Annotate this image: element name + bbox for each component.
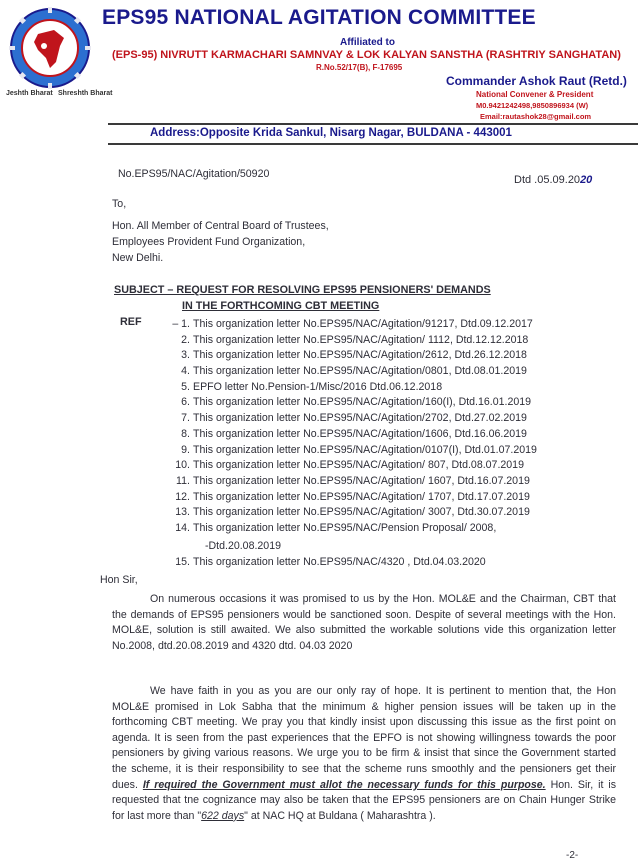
paragraph-1 xyxy=(112,592,616,654)
logo-caption-left: Jeshth Bharat xyxy=(6,90,53,97)
reference-number: 11. xyxy=(176,474,190,487)
reference-item xyxy=(170,380,537,396)
reference-item xyxy=(170,427,537,443)
reference-text: This organization letter No.EPS95/NAC/Agitation/160(I), Dtd.16.01.2019 xyxy=(193,396,532,409)
reference-item xyxy=(170,505,537,521)
reference-number: 5. xyxy=(181,380,190,393)
reference-number: 4. xyxy=(181,365,190,378)
paragraph-2-text-b: Hon. Sir, it is requested that tne cognizance may also be taken that the EPS95 pensioners are on Chain Hunger Strike for last more than " xyxy=(112,778,616,822)
subject-line-1: SUBJECT – REQUEST FOR RESOLVING EPS95 PENSIONERS' DEMANDS xyxy=(114,284,491,296)
reference-number: 6. xyxy=(181,396,190,409)
header-divider-top xyxy=(108,123,638,125)
reference-item xyxy=(170,490,537,506)
header-divider-bottom xyxy=(108,143,638,145)
date-year-handwritten: 20 xyxy=(580,174,593,186)
addressee-line-1: Hon. All Member of Central Board of Trustees, xyxy=(112,220,329,232)
reference-text: EPFO letter No.Pension-1/Misc/2016 Dtd.06.12.2018 xyxy=(193,380,443,393)
reference-item xyxy=(170,411,537,427)
reference-text: This organization letter No.EPS95/NAC/Agitation/91217, Dtd.09.12.2017 xyxy=(193,318,533,330)
reference-item xyxy=(170,443,537,459)
reference-number: 13. xyxy=(175,506,190,519)
reference-item xyxy=(170,348,537,364)
parent-organization: (EPS-95) NIVRUTT KARMACHARI SAMNVAY & LOK KALYAN SANSTHA (RASHTRIY SANGHATAN) xyxy=(112,49,621,61)
reference-text: This organization letter No.EPS95/NAC/Agitation/ 3007, Dtd.30.07.2019 xyxy=(193,506,530,519)
reference-14-date: -Dtd.20.08.2019 xyxy=(205,540,281,552)
reference-item xyxy=(170,317,537,333)
paragraph-2-text-c: " at NAC HQ at Buldana ( Maharashtra ). xyxy=(244,809,436,822)
title-committee: NATIONAL AGITATION COMMITTEE xyxy=(174,6,536,29)
paragraph-2 xyxy=(112,684,616,824)
reference-number: 12. xyxy=(175,490,190,503)
reference-item-15 xyxy=(170,556,486,568)
registration-number: R.No.52/17(B), F-17695 xyxy=(316,63,403,72)
affiliated-to: Affiliated to xyxy=(340,37,395,48)
title-eps95: EPS95 xyxy=(102,6,169,29)
reference-number: 15. xyxy=(175,556,190,568)
reference-number: 9. xyxy=(181,443,190,456)
hunger-strike-days: 622 days xyxy=(201,809,245,822)
paragraph-2-text-a: We have faith in you as you are our only ray of hope. It is pertinent to mention that, the Hon MOL&E promised in Lok Sabha that the minimum & higher pension issues will be taken up in the forthcoming CBT meeting. We pray you that kindly insist upon discussing this issue as the first point on agenda. It is seen from the past experiences that the EPFO is not showing willingness towards the poor pensioners by giving various reasons. We urge you to be firm & insist that since the Government started the scheme, it is their responsibility to see that the scheme runs smoothly and the pensioners get their dues. xyxy=(112,685,616,791)
organization-logo xyxy=(8,6,92,90)
reference-number: 3. xyxy=(181,349,190,362)
reference-text: This organization letter No.EPS95/NAC/Agitation/0107(I), Dtd.01.07.2019 xyxy=(193,443,537,456)
reference-text: This organization letter No.EPS95/NAC/Agitation/ 1707, Dtd.17.07.2019 xyxy=(193,490,530,503)
reference-text: This organization letter No.EPS95/NAC/Agitation/ 1112, Dtd.12.12.2018 xyxy=(193,333,529,346)
logo-caption-right: Shreshth Bharat xyxy=(58,90,113,97)
reference-text: This organization letter No.EPS95/NAC/Pension Proposal/ 2008, xyxy=(193,521,497,534)
reference-text: This organization letter No.EPS95/NAC/Agitation/0801, Dtd.08.01.2019 xyxy=(193,365,527,378)
commander-name: Commander Ashok Raut (Retd.) xyxy=(446,74,627,88)
organization-title xyxy=(102,6,536,30)
reference-number: 2. xyxy=(181,333,190,346)
reference-item xyxy=(170,474,537,490)
reference-number: 14. xyxy=(175,521,190,534)
addressee-line-3: New Delhi. xyxy=(112,252,164,264)
email-address: Email:rautashok28@gmail.com xyxy=(480,112,592,121)
reference-list xyxy=(170,317,537,537)
paragraph-1-text: On numerous occasions it was promised to us by the Hon. MOL&E and the Chairman, CBT that the demands of EPS95 pensioners would be sanctioned soon. Despite of several meetings with the Hon. MOL&E, solution is still awaited. We also submitted the workable solutions vide this organization letter No.2008, dtd.20.08.2019 and 4320 dtd. 04.03 2020 xyxy=(112,593,616,652)
designation: National Convener & President xyxy=(476,90,594,99)
reference-text: This organization letter No.EPS95/NAC/Agitation/2702, Dtd.27.02.2019 xyxy=(193,412,527,425)
reference-item xyxy=(170,395,537,411)
reference-item xyxy=(170,458,537,474)
reference-item xyxy=(170,521,537,537)
reference-text: This organization letter No.EPS95/NAC/Agitation/ 1607, Dtd.16.07.2019 xyxy=(193,474,530,487)
reference-number: 10. xyxy=(175,459,190,472)
subject-line-2: IN THE FORTHCOMING CBT MEETING xyxy=(182,300,380,312)
page-number: -2- xyxy=(566,850,579,861)
letter-date xyxy=(514,174,592,186)
addressee-line-2: Employees Provident Fund Organization, xyxy=(112,236,306,248)
reference-text: This organization letter No.EPS95/NAC/Agitation/ 807, Dtd.08.07.2019 xyxy=(193,459,524,472)
paragraph-2-emphasis: If required the Government must allot the necessary funds for this purpose. xyxy=(142,778,546,791)
reference-text: This organization letter No.EPS95/NAC/4320 , Dtd.04.03.2020 xyxy=(193,556,486,568)
date-prefix: Dtd .05.09.20 xyxy=(514,174,581,186)
reference-text: This organization letter No.EPS95/NAC/Agitation/1606, Dtd.16.06.2019 xyxy=(193,427,527,440)
phone-numbers: M0.9421242498,9850896934 (W) xyxy=(476,101,589,110)
office-address: Address:Opposite Krida Sankul, Nisarg Nagar, BULDANA - 443001 xyxy=(150,127,512,139)
reference-number: 8. xyxy=(181,427,190,440)
reference-number: – 1. xyxy=(172,318,190,330)
reference-number: 7. xyxy=(181,412,190,425)
reference-item xyxy=(170,364,537,380)
reference-item xyxy=(170,333,537,349)
letter-reference-number: No.EPS95/NAC/Agitation/50920 xyxy=(118,168,270,180)
salutation: Hon Sir, xyxy=(100,574,138,586)
to-label: To, xyxy=(112,198,127,210)
reference-text: This organization letter No.EPS95/NAC/Agitation/2612, Dtd.26.12.2018 xyxy=(193,349,527,362)
ref-label: REF xyxy=(120,316,142,328)
